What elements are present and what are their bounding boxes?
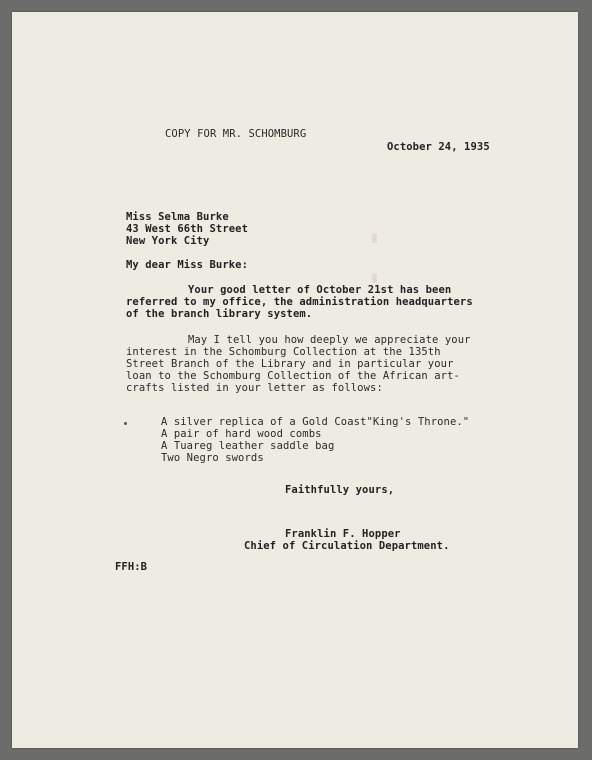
paragraph2-line: loan to the Schomburg Collection of the African art- [126, 370, 460, 382]
margin-dot [124, 422, 127, 425]
paragraph1-line: of the branch library system. [126, 308, 313, 320]
signer-name: Franklin F. Hopper [285, 528, 401, 540]
list-item: A silver replica of a Gold Coast"King's Throne." [161, 416, 470, 428]
letter-date: October 24, 1935 [387, 141, 490, 153]
letter-page [12, 12, 578, 748]
list-item: A Tuareg leather saddle bag [161, 440, 335, 452]
paragraph2-line: Street Branch of the Library and in particular your [126, 358, 454, 370]
bleed-through-mark: ▒ [372, 234, 377, 243]
paragraph1-line: referred to my office, the administration headquarters [126, 296, 473, 308]
bleed-through-mark: ▒ [372, 274, 377, 283]
copy-note: COPY FOR MR. SCHOMBURG [165, 128, 307, 140]
recipient-name: Miss Selma Burke [126, 211, 229, 223]
paragraph2-line: May I tell you how deeply we appreciate your [188, 334, 471, 346]
list-item: A pair of hard wood combs [161, 428, 322, 440]
recipient-city: New York City [126, 235, 210, 247]
list-item: Two Negro swords [161, 452, 264, 464]
signer-title: Chief of Circulation Department. [244, 540, 450, 552]
salutation: My dear Miss Burke: [126, 259, 249, 271]
paragraph2-line: crafts listed in your letter as follows: [126, 382, 383, 394]
typist-initials: FFH:B [115, 561, 148, 573]
paragraph2-line: interest in the Schomburg Collection at the 135th [126, 346, 441, 358]
paragraph1-line: Your good letter of October 21st has been [188, 284, 452, 296]
closing: Faithfully yours, [285, 484, 395, 496]
recipient-street: 43 West 66th Street [126, 223, 249, 235]
